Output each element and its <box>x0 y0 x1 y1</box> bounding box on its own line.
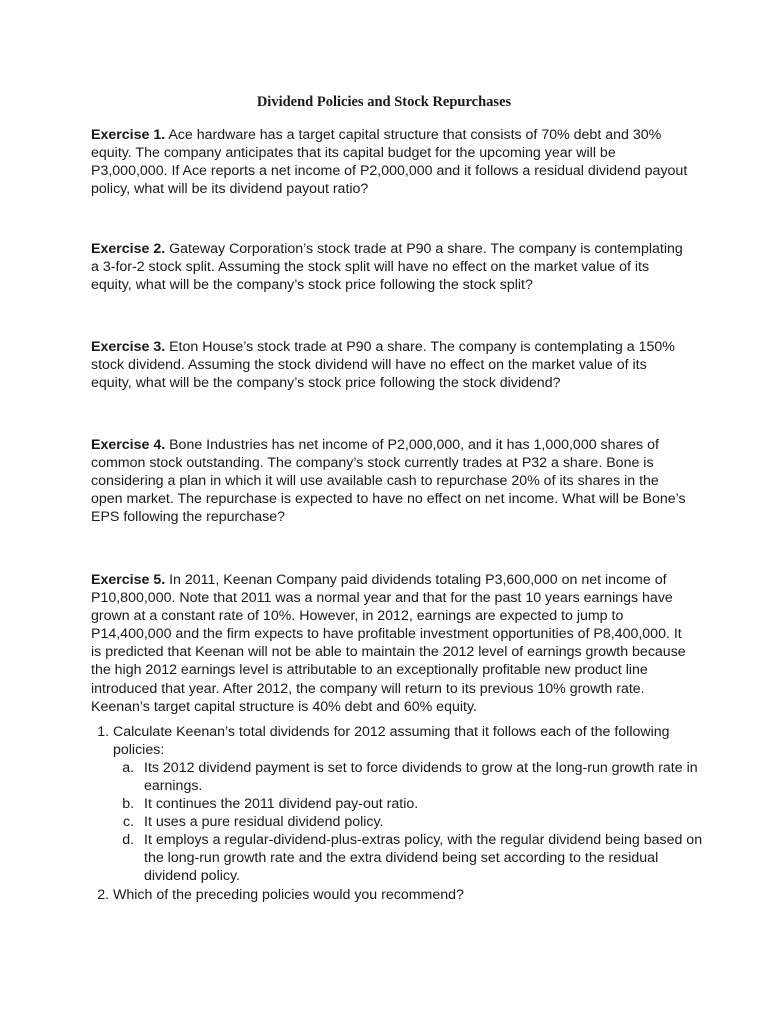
exercise-label: Exercise 3. <box>91 339 166 355</box>
exercise-2 <box>91 240 691 294</box>
exercise-3 <box>91 338 691 392</box>
exercise-label: Exercise 4. <box>91 437 166 453</box>
exercise-text: Gateway Corporation’s stock trade at P90 a share. The company is contemplating a 3-for-2 stock split. Assuming the stock split will have no effect on the market value of its equity, what will be the company’s stock price following the stock split? <box>91 241 683 294</box>
exercise-label: Exercise 2. <box>91 241 166 257</box>
question-item: 2. Which of the preceding policies would you recommend? <box>113 886 713 904</box>
exercise-label: Exercise 1. <box>91 127 166 143</box>
sub-question-item: d. It employs a regular-dividend-plus-extras policy, with the regular dividend being based on the long-run growth rate and the extra dividend being set according to the residual dividend policy. <box>138 831 713 885</box>
document-title: Dividend Policies and Stock Repurchases <box>256 94 512 110</box>
question-item <box>113 723 713 885</box>
exercise-1 <box>91 126 691 198</box>
exercise-text: Eton House’s stock trade at P90 a share. The company is contemplating a 150% stock dividend. Assuming the stock dividend will have no effect on the market value of its equity, what will be the company’s stock price following the stock dividend? <box>91 339 675 392</box>
sub-question-item: a. Its 2012 dividend payment is set to force dividends to grow at the long-run growth rate in earnings. <box>138 759 713 795</box>
sub-question-item: c. It uses a pure residual dividend policy. <box>138 813 713 831</box>
question-text: Calculate Keenan’s total dividends for 2012 assuming that it follows each of the following policies: <box>113 724 670 758</box>
exercise-text: Bone Industries has net income of P2,000,000, and it has 1,000,000 shares of common stock outstanding. The company’s stock currently trades at P32 a share. Bone is considering a plan in which it will use available cash to repurchase 20% of its shares in the open market. The repurchase is expected to have no effect on net income. What will be Bone’s EPS following the repurchase? <box>91 437 686 526</box>
exercise-5 <box>91 571 691 716</box>
exercise-text: Ace hardware has a target capital structure that consists of 70% debt and 30% equity. The company anticipates that its capital budget for the upcoming year will be P3,000,000. If Ace reports a net income of P2,000,000 and it follows a residual dividend payout policy, what will be its dividend payout ratio? <box>91 127 688 198</box>
question-list <box>91 723 713 904</box>
sub-question-list <box>113 759 713 885</box>
exercise-4 <box>91 436 691 526</box>
exercise-text: In 2011, Keenan Company paid dividends totaling P3,600,000 on net income of P10,800,000. Note that 2011 was a normal year and that for the past 10 years earnings have grown at a constant rate of 10%. However, in 2012, earnings are expected to jump to P14,400,000 and the firm expects to have profitable investment opportunities of P8,400,000. It is predicted that Keenan will not be able to maintain the 2012 level of earnings growth because the high 2012 earnings level is attributable to an exceptionally profitable new product line introduced that year. After 2012, the company will return to its previous 10% growth rate. Keenan’s target capital structure is 40% debt and 60% equity. <box>91 572 686 715</box>
sub-question-item: b. It continues the 2011 dividend pay-out ratio. <box>138 795 713 813</box>
exercise-label: Exercise 5. <box>91 572 166 588</box>
